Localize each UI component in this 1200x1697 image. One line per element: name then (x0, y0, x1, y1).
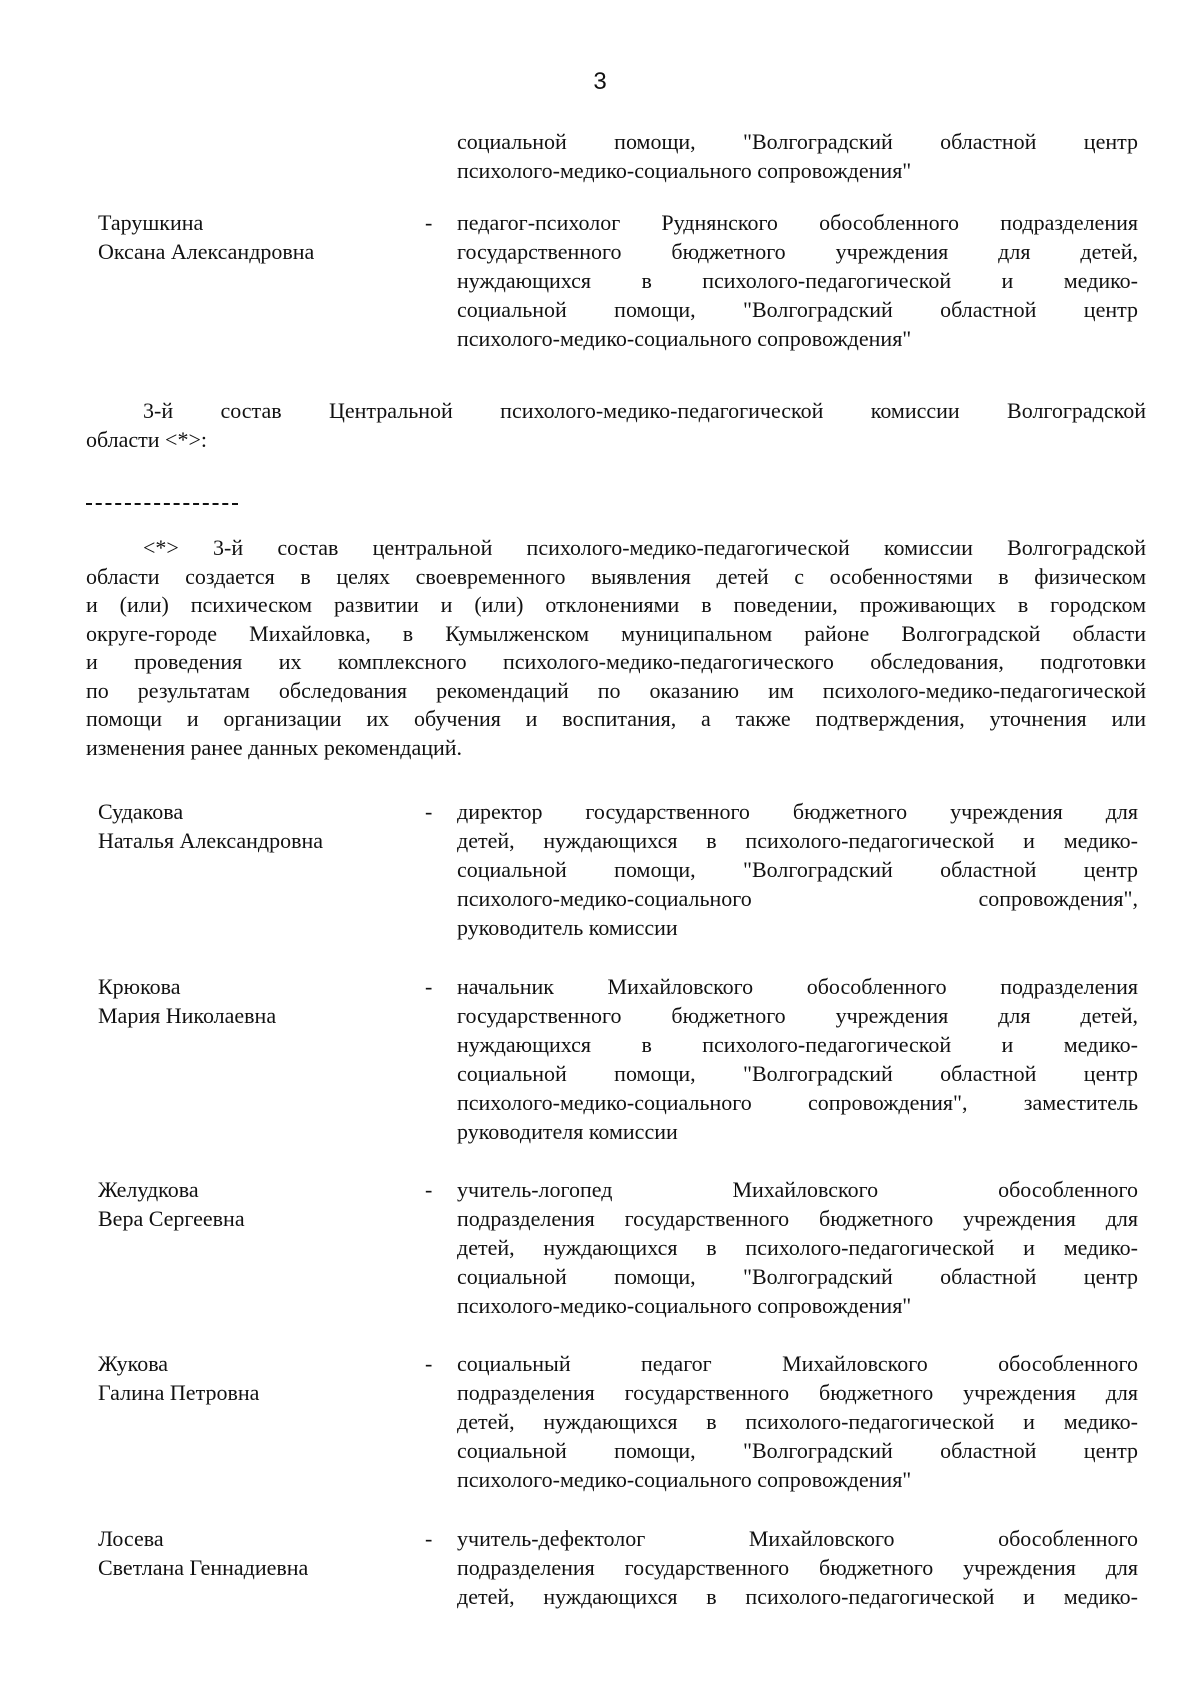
member-role (457, 1175, 1138, 1320)
role-line: учитель-логопед Михайловского обособленного (457, 1177, 1138, 1202)
member-given-name: Галина Петровна (98, 1380, 260, 1405)
member-surname: Тарушкина (98, 210, 204, 235)
role-line: психолого-медико-социального сопровождения" (457, 158, 912, 183)
role-line: психолого-медико-социального сопровождения", (457, 886, 1138, 911)
footnote-line: <*> 3-й состав центральной психолого-медико-педагогической комиссии Волгоградской (143, 535, 1146, 560)
page-number: 3 (593, 68, 607, 95)
member-given-name: Оксана Александровна (98, 239, 315, 264)
heading-line: области <*>: (86, 426, 207, 452)
role-line: подразделения государственного бюджетного учреждения для (457, 1555, 1138, 1580)
member-surname: Судакова (98, 799, 184, 824)
footnote-line: по результатам обследования рекомендаций по оказанию им психолого-медико-педагогической (86, 677, 1146, 703)
role-line: начальник Михайловского обособленного подразделения (457, 974, 1138, 999)
member-name (98, 972, 428, 1030)
role-line: психолого-медико-социального сопровождения" (457, 1293, 912, 1318)
member-role (457, 972, 1138, 1146)
member-name (98, 208, 428, 266)
footnote-line: изменения ранее данных рекомендаций. (86, 734, 463, 760)
member-name (98, 1175, 428, 1233)
member-dash: - (425, 799, 433, 824)
member-dash: - (425, 1177, 433, 1202)
role-line: государственного бюджетного учреждения для детей, (457, 1003, 1138, 1028)
member-dash: - (425, 1526, 433, 1551)
role-line: руководитель комиссии (457, 915, 678, 940)
member-dash: - (425, 974, 433, 999)
member-given-name: Светлана Геннадиевна (98, 1555, 309, 1580)
role-line: социальной помощи, "Волгоградский областной центр (457, 297, 1138, 322)
role-line: психолого-медико-социального сопровождения" (457, 326, 912, 351)
role-line: детей, нуждающихся в психолого-педагогической и медико- (457, 1409, 1138, 1434)
role-line: учитель-дефектолог Михайловского обособленного (457, 1526, 1138, 1551)
role-line: нуждающихся в психолого-педагогической и медико- (457, 268, 1138, 293)
role-line: педагог-психолог Руднянского обособленного подразделения (457, 210, 1138, 235)
role-line: социальной помощи, "Волгоградский областной центр (457, 129, 1138, 154)
footnote-separator (86, 503, 238, 505)
member-role (457, 1524, 1138, 1611)
member-name (98, 797, 428, 855)
member-given-name: Наталья Александровна (98, 828, 324, 853)
role-line: психолого-медико-социального сопровождения", заместитель (457, 1090, 1138, 1115)
role-line: нуждающихся в психолого-педагогической и медико- (457, 1032, 1138, 1057)
role-line: подразделения государственного бюджетного учреждения для (457, 1206, 1138, 1231)
footnote-line: и (или) психическом развитии и (или) отклонениями в поведении, проживающих в городском (86, 592, 1146, 617)
member-name (98, 1524, 428, 1582)
role-line: подразделения государственного бюджетного учреждения для (457, 1380, 1138, 1405)
role-line: социальной помощи, "Волгоградский областной центр (457, 857, 1138, 882)
role-line: директор государственного бюджетного учреждения для (457, 799, 1138, 824)
role-line: социальной помощи, "Волгоградский областной центр (457, 1438, 1138, 1463)
section-heading (86, 397, 1146, 454)
role-line: социальной помощи, "Волгоградский областной центр (457, 1264, 1138, 1289)
member-role (457, 797, 1138, 942)
member-surname: Крюкова (98, 974, 181, 999)
role-line: детей, нуждающихся в психолого-педагогической и медико- (457, 828, 1138, 853)
member-surname: Лосева (98, 1526, 164, 1551)
role-line: социальной помощи, "Волгоградский областной центр (457, 1061, 1138, 1086)
role-line: социальный педагог Михайловского обособленного (457, 1351, 1138, 1376)
role-line: руководителя комиссии (457, 1119, 678, 1144)
member-role (457, 127, 1138, 185)
member-given-name: Мария Николаевна (98, 1003, 277, 1028)
heading-line: 3-й состав Центральной психолого-медико-педагогической комиссии Волгоградской (143, 398, 1146, 423)
member-role (457, 1349, 1138, 1494)
footnote-line: округе-городе Михайловка, в Кумылженском муниципальном районе Волгоградской области (86, 620, 1146, 646)
role-line: государственного бюджетного учреждения для детей, (457, 239, 1138, 264)
footnote-line: помощи и организации их обучения и воспитания, а также подтверждения, уточнения или (86, 706, 1146, 731)
member-dash: - (425, 210, 433, 235)
member-given-name: Вера Сергеевна (98, 1206, 245, 1231)
role-line: детей, нуждающихся в психолого-педагогической и медико- (457, 1584, 1138, 1609)
footnote-line: области создается в целях своевременного выявления детей с особенностями в физическом (86, 563, 1146, 589)
footnote-text (86, 534, 1146, 762)
member-dash: - (425, 1351, 433, 1376)
member-surname: Желудкова (98, 1177, 199, 1202)
member-surname: Жукова (98, 1351, 169, 1376)
role-line: детей, нуждающихся в психолого-педагогической и медико- (457, 1235, 1138, 1260)
role-line: психолого-медико-социального сопровождения" (457, 1467, 912, 1492)
member-role (457, 208, 1138, 353)
member-name (98, 1349, 428, 1407)
footnote-line: и проведения их комплексного психолого-медико-педагогического обследования, подготовки (86, 649, 1146, 674)
